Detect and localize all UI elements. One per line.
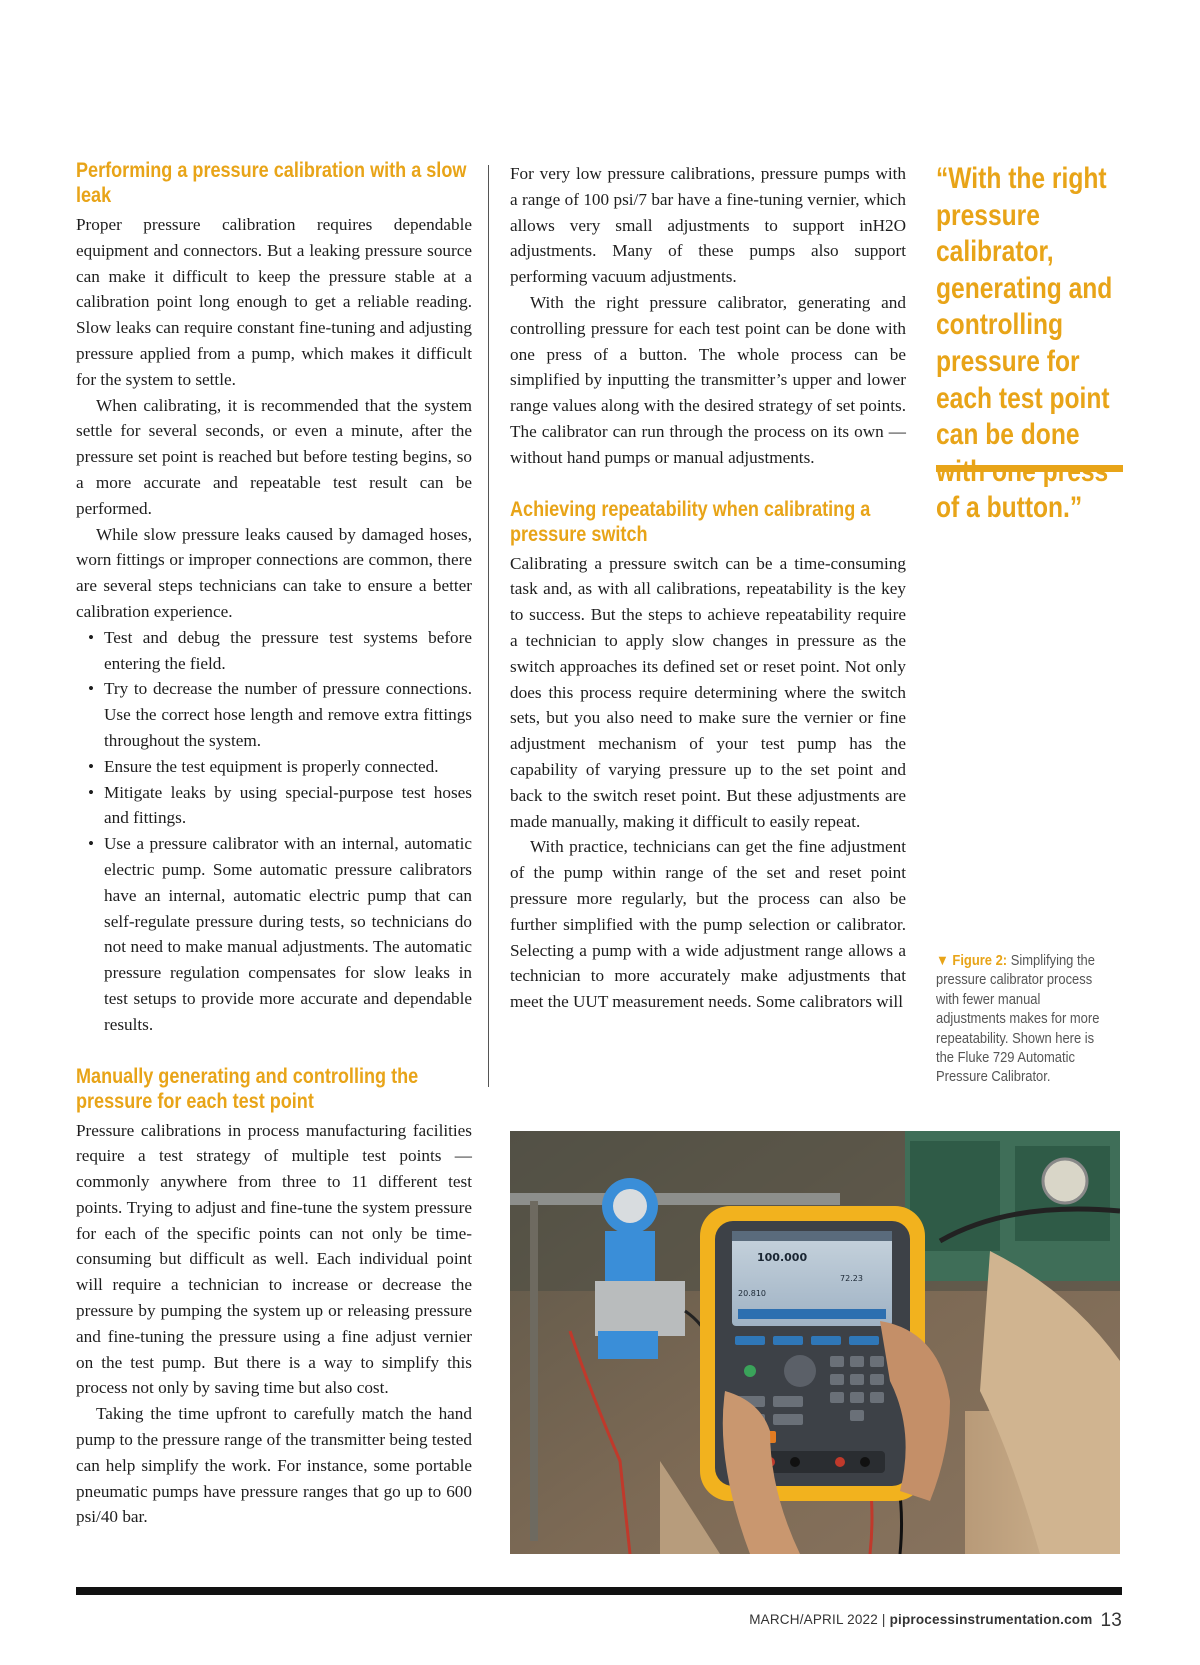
pullquote-column [936, 161, 1122, 527]
bullet-icon: • [88, 627, 95, 647]
paragraph: Taking the time upfront to carefully match the hand pump to the pressure range of the transmitter being tested can help simplify the work. For instance, some portable pneumatic pumps have pressure ranges that go up to 600 psi/40 bar. [76, 1404, 472, 1527]
figure-label: Figure 2: [952, 953, 1008, 969]
left-column [76, 158, 472, 1530]
screen-left-reading: 20.810 [738, 1289, 766, 1298]
list-item [88, 625, 472, 677]
list-item-text: Mitigate leaks by using special-purpose test hoses and fittings. [104, 782, 472, 828]
section-heading-slow-leak: Performing a pressure calibration with a slow leak [76, 159, 467, 207]
section-heading-repeatability: Achieving repeatability when calibrating a pressure switch [510, 497, 871, 546]
screen-right-reading: 72.23 [840, 1274, 863, 1283]
paragraph: Pressure calibrations in process manufacturing facilities require a test strategy of multiple test points — commonly anywhere from three to 11 different test points. Trying to adjust and fine-tune the system pressure for each of the specific points can not only be time-consuming but difficult as well. Each individual point will require a technician to increase or decrease the pressure by pumping the system up or releasing pressure and fine-tuning the pressure using a fine adjust vernier on the test pump. But there is a way to simplify this process not only by saving time but also cost. [76, 1120, 472, 1398]
list-item-text: Try to decrease the number of pressure connections. Use the correct hose length and remove extra fittings throughout the system. [104, 679, 472, 750]
website-link[interactable]: piprocessinstrumentation.com [889, 1612, 1093, 1627]
calibrator-illustration [510, 1131, 1120, 1554]
paragraph: Proper pressure calibration requires dependable equipment and connectors. But a leaking pressure source can make it difficult to keep the pressure stable at a calibration point long enough to get a reliable reading. Slow leaks can require constant fine-tuning and adjusting pressure applied from a pump, which makes it difficult for the system to settle. [76, 215, 472, 389]
bullet-icon: • [88, 756, 95, 776]
screen-main-reading: 100.000 [757, 1251, 808, 1264]
list-item [88, 676, 472, 753]
bullet-icon: • [88, 679, 95, 699]
paragraph: For very low pressure calibrations, pressure pumps with a range of 100 psi/7 bar have a fine-tuning vernier, which allows very small adjustments to support inH2O adjustments. Many of these pumps also support performing vacuum adjustments. [510, 164, 906, 287]
column-divider [488, 165, 489, 1087]
tips-list [76, 625, 472, 1038]
list-item-text: Test and debug the pressure test systems before entering the field. [104, 627, 472, 673]
bullet-icon: • [88, 834, 95, 854]
page-footer [749, 1610, 1122, 1632]
calibrator-photo [510, 1131, 1120, 1554]
pull-quote-bar [936, 465, 1123, 472]
paragraph: With practice, technicians can get the fine adjustment of the pump within range of the set and reset point pressure more regularly, but the process can also be further simplified with the pump selection or calibrator. Selecting a pump with a wide adjustment range allows a technician to more accurately make adjustments that meet the UUT measurement needs. Some calibrators will [510, 837, 906, 1012]
triangle-down-icon: ▼ [936, 953, 949, 969]
paragraph: Calibrating a pressure switch can be a time-consuming task and, as with all calibrations, repeatability is the key to success. But the steps to achieve repeatability require a technician to apply slow changes in pressure as the switch approaches its defined set or reset point. Not only does this process require determining where the switch sets, but you also need to make sure the vernier or fine adjustment mechanism of your test pump has the capability of varying pressure up to the set point and back to the switch reset point. But these adjustments are made manually, making it difficult to easily repeat. [510, 553, 906, 831]
list-item [88, 780, 472, 832]
list-item [88, 754, 472, 780]
page-number: 13 [1100, 1610, 1122, 1631]
list-item-text: Use a pressure calibrator with an internal, automatic electric pump. Some automatic pressure calibrators have an internal, automatic electric pump that can self-regulate pressure during tests, so technicians do not need to make manual adjustments. The automatic pressure regulation compensates for slow leaks in test setups to provide more accurate and dependable results. [104, 834, 472, 1034]
middle-column [510, 161, 906, 1015]
issue-date: MARCH/APRIL 2022 | [749, 1612, 890, 1627]
pull-quote: “With the right pressure calibrator, generating and controlling pressure for each test point can be done of a button.” [936, 162, 1113, 525]
footer-rule [76, 1587, 1122, 1595]
paragraph: While slow pressure leaks caused by damaged hoses, worn fittings or improper connections are common, there are several steps technicians can take to ensure a better calibration experience. [76, 524, 472, 621]
list-item-text: Ensure the test equipment is properly connected. [104, 756, 439, 776]
section-heading-manual-generating: Manually generating and controlling the pressure for each test point [76, 1064, 419, 1113]
list-item [88, 831, 472, 1037]
paragraph: With the right pressure calibrator, generating and controlling pressure for each test point can be done with one press of a button. The whole process can be simplified by inputting the transmitter’s upper and lower range values along with the desired strategy of set points. The calibrator can run through the process on its own — without hand pumps or manual adjustments. [510, 292, 906, 467]
figure-caption [936, 952, 1103, 1088]
caption-text: Simplifying the pressure calibrator process with fewer manual adjustments makes for more repeatability. Shown here is the Fluke 729 Automatic Pressure Calibrator. [936, 953, 1100, 1086]
paragraph: When calibrating, it is recommended that the system settle for several seconds, or even a minute, after the pressure set point is reached but before testing begins, so a more accurate and repeatable test result can be performed. [76, 395, 472, 518]
bullet-icon: • [88, 782, 95, 802]
